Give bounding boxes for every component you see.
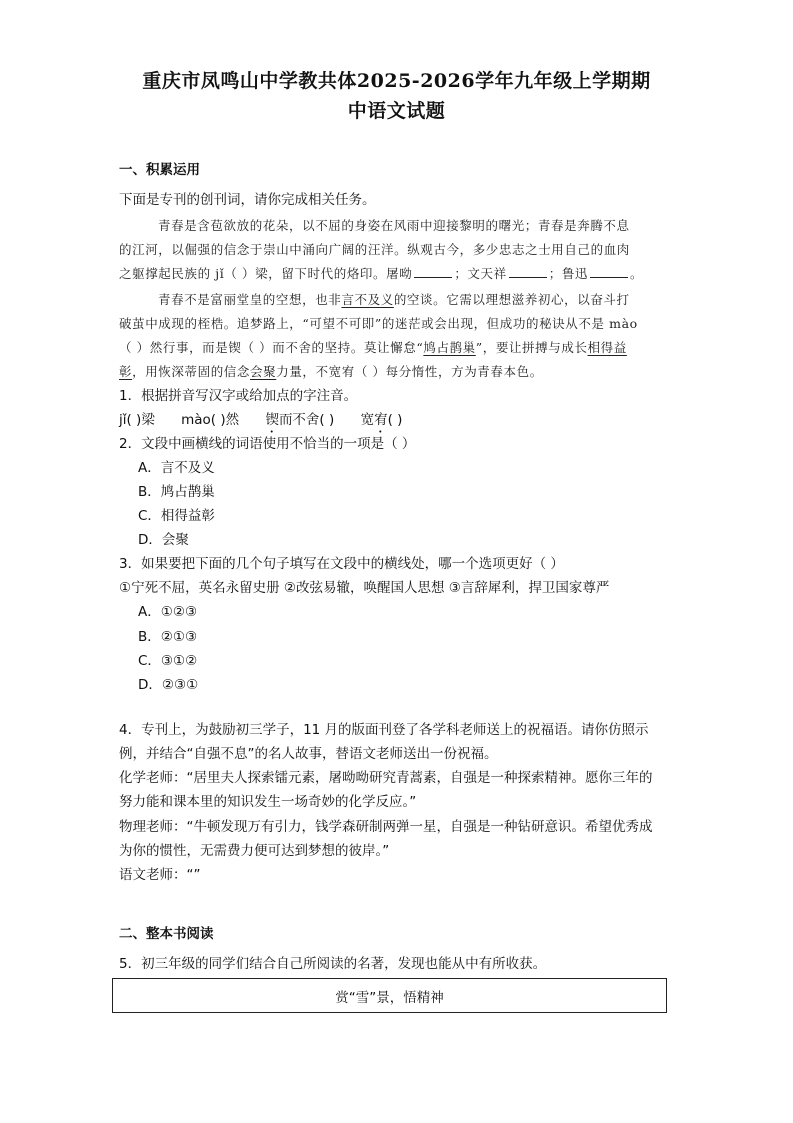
underlined-phrase: 鸠占鹊巢 [423, 340, 476, 355]
passage-line-1: 青春是含苞欲放的花朵，以不屈的身姿在风雨中迎接黎明的曙光；青春是奔腾不息 [158, 218, 630, 233]
question-3-sentences: ①宁死不屈，英名永留史册 ②改弦易辙，唤醒国人思想 ③言辞犀利，捍卫国家尊严 [119, 580, 610, 596]
underlined-phrase: 言不及义 [341, 292, 394, 307]
q2-option-d: D．会聚 [138, 532, 189, 548]
theme-box-text: 赏“雪”景，悟精神 [335, 989, 444, 1006]
q1-item: jǐ( )梁 [119, 412, 155, 428]
passage-line-7 [119, 362, 543, 382]
passage-text: ；鲁迅 [548, 266, 589, 281]
question-4-line-4: 努力能和课本里的知识发生一场奇妙的化学反应。” [119, 794, 417, 810]
q2-option-c: C．相得益彰 [138, 508, 215, 524]
underlined-phrase: 相得益 [587, 340, 627, 355]
passage-line-5: 破茧中成现的桎梏。追梦路上，“可望不可即”的迷茫或会出现，但成功的秘诀从不是 mào [119, 316, 638, 331]
question-1-items [119, 410, 402, 436]
passage-line-3 [119, 264, 643, 284]
question-4-line-3: 化学老师：“居里夫人探索镭元素，屠呦呦研究青蒿素，自强是一种探索精神。愿你三年的 [119, 770, 653, 786]
question-5-stem: 5．初三年级的同学们结合自己所阅读的名著，发现也能从中有所收获。 [119, 956, 547, 972]
q1-item: ( ) [387, 412, 403, 428]
question-4-line-1: 4．专刊上，为鼓励初三学子，11 月的版面刊登了各学科老师送上的祝福语。请你仿照示 [119, 722, 649, 738]
dotted-char: 宥 [374, 412, 388, 428]
q3-option-b: B．②①③ [138, 629, 198, 645]
passage-line-6 [119, 338, 627, 358]
question-1-stem: 1．根据拼音写汉字或给加点的字注音。 [119, 388, 358, 404]
q3-option-a: A．①②③ [138, 604, 198, 620]
exam-title-line-1: 重庆市凤鸣山中学教共体2025-2026学年九年级上学期期 [142, 70, 651, 92]
underlined-phrase: 会聚 [250, 364, 277, 379]
underlined-phrase: 彰 [119, 364, 133, 379]
question-4-line-5: 物理老师：“牛顿发现万有引力，钱学森研制两弹一星，自强是一种钻研意识。希望优秀成 [119, 819, 653, 835]
fill-blank [509, 265, 547, 278]
section-1-intro: 下面是专刊的创刊词，请你完成相关任务。 [119, 192, 376, 208]
passage-text: 之躯撑起民族的 jǐ（ ）梁，留下时代的烙印。屠呦 [119, 266, 413, 281]
q3-option-c: C．③①② [138, 653, 198, 669]
passage-text: ”，要让拼搏与成长 [475, 340, 588, 355]
q1-item: mào( )然 [181, 412, 240, 428]
q1-item: 而不舍( ) [278, 412, 335, 428]
passage-text: ；文天祥 [454, 266, 507, 281]
passage-text: ，用恢深蒂固的信念 [132, 364, 251, 379]
exam-title-line-2: 中语文试题 [347, 100, 446, 122]
passage-line-4 [158, 290, 630, 310]
section-1-heading: 一、积累运用 [119, 162, 200, 178]
question-2-stem: 2．文段中画横线的词语使用不恰当的一项是（ ） [119, 436, 416, 452]
passage-text: 力量，不宽宥（ ）每分惰性，方为青春本色。 [276, 364, 543, 379]
dotted-char: 锲 [265, 412, 279, 428]
question-4-line-7: 语文老师：“” [119, 867, 201, 883]
fill-blank [414, 265, 452, 278]
passage-text: 青春不是富丽堂皇的空想，也非 [158, 292, 342, 307]
section-2-heading: 二、整本书阅读 [119, 926, 214, 942]
q2-option-a: A．言不及义 [138, 460, 215, 476]
passage-text: 的空谈。它需以理想滋养初心，以奋斗打 [393, 292, 630, 307]
q2-option-b: B．鸠占鹊巢 [138, 484, 215, 500]
passage-line-2: 的江河，以倔强的信念于崇山中涌向广阔的汪洋。纵观古今，多少忠志之士用自己的血肉 [119, 242, 630, 257]
question-4-line-6: 为你的惯性，无需费力便可达到梦想的彼岸。” [119, 843, 390, 859]
theme-box [112, 978, 667, 1013]
q3-option-d: D．②③① [138, 677, 199, 693]
passage-text: 。 [630, 266, 644, 281]
question-3-stem: 3．如果要把下面的几个句子填写在文段中的横线处，哪一个选项更好（ ） [119, 556, 564, 572]
passage-text: （ ）然行事，而是锲（ ）而不舍的坚持。莫让懈怠“ [119, 340, 424, 355]
question-4-line-2: 例，并结合“自强不息”的名人故事，替语文老师送出一份祝福。 [119, 746, 498, 762]
fill-blank [590, 265, 628, 278]
q1-item: 宽 [360, 412, 375, 428]
